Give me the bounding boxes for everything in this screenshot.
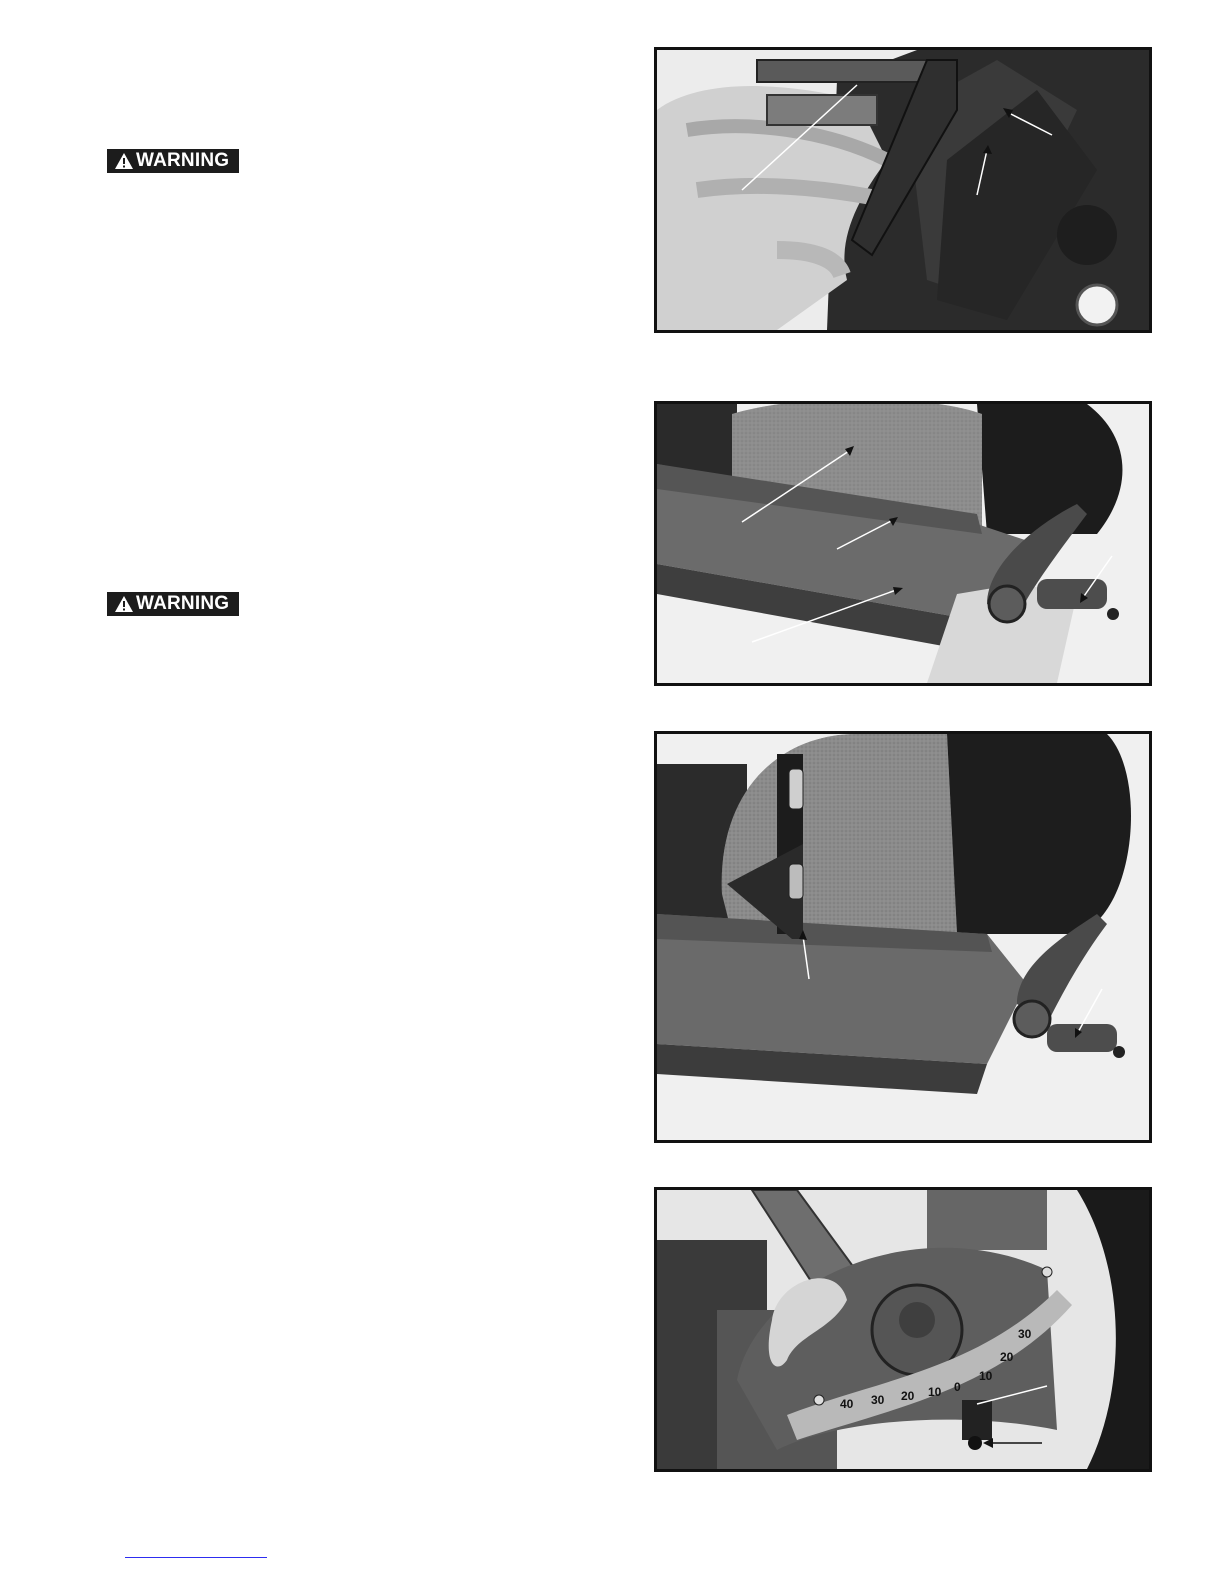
warning-text: WARNING	[136, 593, 230, 614]
sanding-disc-photo	[657, 404, 1149, 683]
scale-label: 10	[928, 1385, 942, 1399]
footer-rule	[125, 1557, 267, 1558]
miter-scale-photo	[657, 1190, 1149, 1469]
warning-triangle-icon	[114, 595, 134, 613]
warning-text: WARNING	[136, 150, 230, 171]
scale-label: 0	[954, 1380, 961, 1394]
figure-disc-and-table	[654, 401, 1152, 686]
warning-label	[107, 592, 239, 616]
figure-square-on-table	[654, 47, 1152, 333]
figure-miter-scale	[654, 1187, 1152, 1472]
square-on-disc-photo	[657, 734, 1149, 1140]
warning-triangle-icon	[114, 152, 134, 170]
figure-square-against-disc	[654, 731, 1152, 1143]
scale-label: 30	[871, 1393, 885, 1407]
warning-label	[107, 149, 239, 173]
scale-label: 10	[979, 1369, 993, 1383]
scale-label: 20	[901, 1389, 915, 1403]
scale-label: 30	[1018, 1327, 1032, 1341]
combination-square-photo	[657, 50, 1149, 330]
scale-label: 40	[840, 1397, 854, 1411]
scale-label: 20	[1000, 1350, 1014, 1364]
